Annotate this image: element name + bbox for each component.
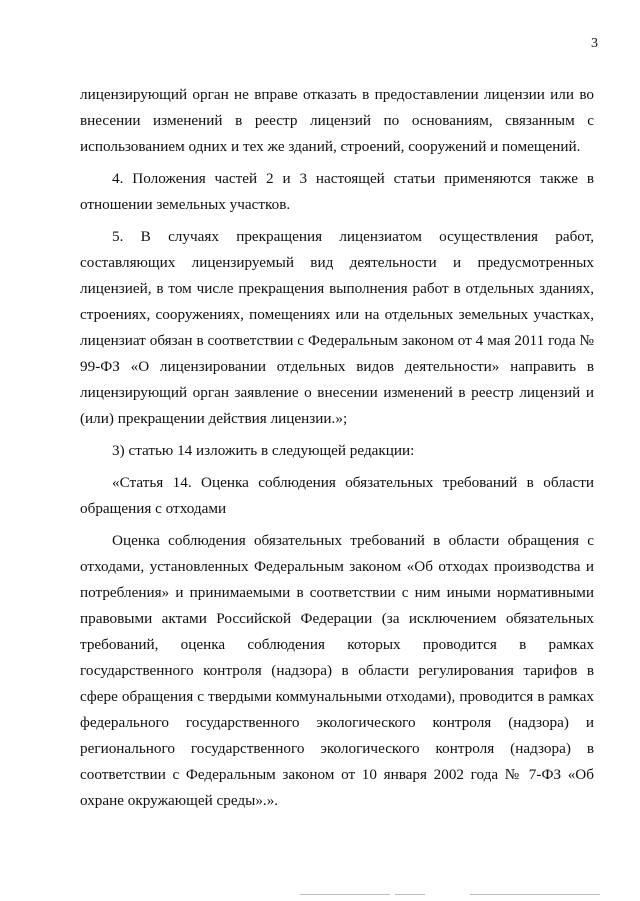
article-14-heading: «Статья 14. Оценка соблюдения обязательных требований в области обращения с отходами xyxy=(80,474,594,517)
paragraph-part-4: 4. Положения частей 2 и 3 настоящей статьи применяются также в отношении земельных участков. xyxy=(80,170,594,213)
page-number: 3 xyxy=(591,36,598,51)
document-body xyxy=(80,82,594,814)
paragraph-item-3: 3) статью 14 изложить в следующей редакции: xyxy=(112,442,415,459)
scan-artifact-line xyxy=(395,894,425,895)
article-14-text: Оценка соблюдения обязательных требований в области обращения с отходами, установленных Федеральным законом «Об отходах производства и потребления» и принимаемыми в соответствии с ним иными нормативными правовыми актами Российской Федерации (за исключением обязательных требований, оценка соблюдения которых проводится в рамках государственного контроля (надзора) в области регулирования тарифов в сфере обращения с твердыми коммунальными отходами), проводится в рамках федерального государственного экологического контроля (надзора) и регионального государственного экологического контроля (надзора) в соответствии с Федеральным законом от 10 января 2002 года № 7-ФЗ «Об охране окружающей среды».». xyxy=(80,532,594,809)
scan-artifact-line xyxy=(470,894,600,895)
scan-artifact-line xyxy=(300,894,390,895)
paragraph-continuation: лицензирующий орган не вправе отказать в предоставлении лицензии или во внесении изменений в реестр лицензий по основаниям, связанным с использованием одних и тех же зданий, строений, сооружений и помещений. xyxy=(80,86,594,155)
paragraph-part-5: 5. В случаях прекращения лицензиатом осуществления работ, составляющих лицензируемый вид деятельности и предусмотренных лицензией, в том числе прекращения выполнения работ в отдельных зданиях, строениях, сооружениях, помещениях или на отдельных земельных участках, лицензиат обязан в соответствии с Федеральным законом от 4 мая 2011 года № 99-ФЗ «О лицензировании отдельных видов деятельности» направить в лицензирующий орган заявление о внесении изменений в реестр лицензий и (или) прекращении действия лицензии.»; xyxy=(80,228,594,427)
